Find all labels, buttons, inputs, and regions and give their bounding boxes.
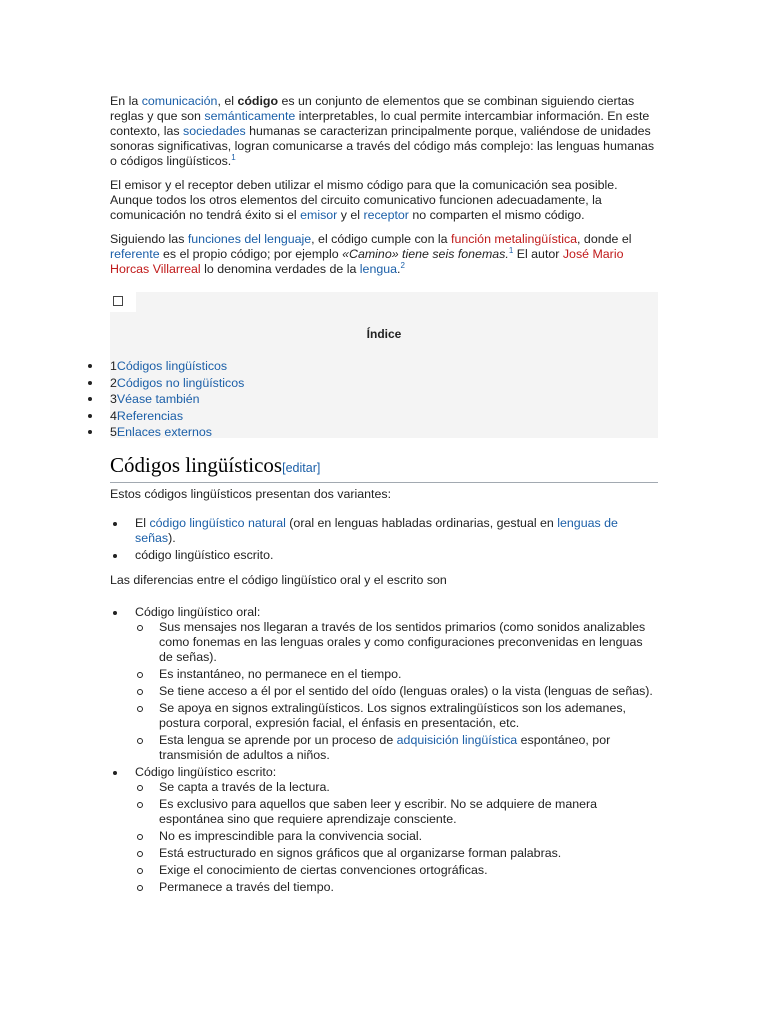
toc-number: 4: [110, 408, 117, 423]
circle-bullet-icon: [137, 802, 143, 808]
text: Se apoya en signos extralingüísticos. Los signos extralingüísticos son los ademanes, postura corporal, expresión facial, el énfasis en presentación, etc.: [159, 701, 626, 730]
list-item: [135, 780, 658, 795]
toc-item-1[interactable]: [0, 358, 658, 375]
text: Exige el conocimiento de ciertas convenciones ortográficas.: [159, 863, 488, 877]
text: ).: [168, 531, 176, 545]
text: Esta lengua se aprende por un proceso de: [159, 733, 397, 747]
text: El: [135, 516, 150, 530]
text: Permanece a través del tiempo.: [159, 880, 334, 894]
text: Es exclusivo para aquellos que saben leer y escribir. No se adquiere de manera espontánea sino que requiere aprendizaje consciente.: [159, 797, 598, 826]
text: es un conjunto de elementos que se combinan siguiendo ciertas reglas y que son: [110, 94, 635, 123]
toc-link[interactable]: Referencias: [116, 408, 184, 423]
written-sublist: [135, 780, 658, 895]
example-text: «Camino» tiene seis fonemas.: [342, 247, 509, 261]
text: Sus mensajes nos llegaran a través de los sentidos primarios (como sonidos analizables como fonemas en las lenguas orales y como configuraciones preconvenidas en lenguas de señas).: [159, 620, 646, 664]
text: , el código cumple con la: [311, 232, 451, 246]
toc-item-3[interactable]: [0, 391, 658, 408]
text: Es instantáneo, no permanece en el tiempo.: [159, 667, 402, 681]
bullet-icon: [88, 397, 92, 401]
bullet-icon: [113, 554, 117, 558]
link-emisor[interactable]: emisor: [300, 208, 338, 222]
list-item-oral: [110, 605, 658, 763]
link-sociedades[interactable]: sociedades: [183, 124, 246, 138]
circle-bullet-icon: [137, 834, 143, 840]
text: En la: [110, 94, 142, 108]
list-item: [135, 846, 658, 861]
text: Se capta a través de la lectura.: [159, 780, 330, 794]
list-item: [110, 516, 658, 546]
text: Se tiene acceso a él por el sentido del oído (lenguas orales) o la vista (lenguas de señas).: [159, 684, 653, 698]
list-item: [135, 733, 658, 763]
bullet-icon: [113, 522, 117, 526]
intro-paragraph-2: [110, 178, 658, 223]
list-item: [135, 701, 658, 731]
circle-bullet-icon: [137, 625, 143, 631]
variants-list: [110, 516, 658, 563]
toc-number: 5: [110, 425, 117, 439]
term-codigo: código: [237, 94, 279, 108]
circle-bullet-icon: [137, 885, 143, 891]
text: y el: [337, 208, 364, 222]
text: , donde el: [577, 232, 632, 246]
text: El autor: [513, 247, 563, 261]
text: lo denomina verdades de la: [200, 262, 360, 276]
link-codigo-natural[interactable]: código lingüístico natural: [149, 516, 286, 530]
list-item: [135, 620, 658, 665]
text: Siguiendo las: [110, 232, 188, 246]
intro-paragraph-1: [110, 94, 658, 169]
section-heading: [110, 452, 658, 483]
list-item: [135, 880, 658, 895]
link-funcion-metalinguistica[interactable]: función metalingüística: [451, 232, 578, 246]
checkbox-icon: [113, 296, 123, 306]
circle-bullet-icon: [137, 672, 143, 678]
toc-link[interactable]: Códigos lingüísticos: [116, 359, 228, 373]
section-body: [110, 487, 658, 897]
link-adquisicion-linguistica[interactable]: adquisición lingüística: [396, 733, 518, 747]
link-receptor[interactable]: receptor: [363, 208, 409, 222]
text: .: [397, 262, 401, 276]
circle-bullet-icon: [137, 785, 143, 791]
differences-list: [110, 605, 658, 895]
toc-title: Índice: [366, 327, 402, 341]
edit-section-link[interactable]: [editar]: [282, 461, 321, 475]
circle-bullet-icon: [137, 851, 143, 857]
link-lenguas-senas[interactable]: lenguas de señas: [135, 516, 618, 545]
intro-content: [110, 94, 658, 286]
circle-bullet-icon: [137, 868, 143, 874]
oral-sublist: [135, 620, 658, 763]
differences-intro: Las diferencias entre el código lingüístico oral y el escrito son: [110, 573, 447, 587]
text: es el propio código; por ejemplo: [159, 247, 343, 261]
intro-paragraph-3: [110, 232, 658, 277]
toc-number: 1: [110, 359, 117, 373]
reference-2[interactable]: 2: [400, 260, 405, 270]
toc-item-5[interactable]: [0, 424, 658, 441]
text: Código lingüístico escrito:: [135, 765, 277, 779]
list-item-written: [110, 765, 658, 895]
toc-link[interactable]: Códigos no lingüísticos: [116, 375, 245, 390]
link-funciones-lenguaje[interactable]: funciones del lenguaje: [187, 232, 312, 246]
list-item: [135, 797, 658, 827]
list-item: [135, 667, 658, 682]
reference-1[interactable]: 1: [231, 152, 236, 162]
text: Código lingüístico oral:: [135, 605, 261, 619]
toc-toggle-checkbox[interactable]: [110, 292, 136, 312]
toc-list: [0, 358, 658, 441]
toc-link[interactable]: Enlaces externos: [116, 425, 212, 439]
link-comunicacion[interactable]: comunicación: [141, 94, 218, 108]
toc-item-2[interactable]: [0, 375, 658, 392]
toc-item-4[interactable]: [0, 408, 658, 425]
link-referente[interactable]: referente: [110, 247, 160, 261]
text: Está estructurado en signos gráficos que al organizarse forman palabras.: [159, 846, 562, 860]
reference-1[interactable]: 1: [508, 245, 514, 255]
text: código lingüístico escrito.: [135, 548, 274, 562]
bullet-icon: [113, 771, 117, 775]
circle-bullet-icon: [137, 689, 143, 695]
bullet-icon: [113, 611, 117, 615]
circle-bullet-icon: [137, 706, 143, 712]
section-intro: Estos códigos lingüísticos presentan dos variantes:: [110, 487, 392, 501]
toc-number: 3: [110, 392, 117, 406]
list-item: [135, 829, 658, 844]
text: no comparten el mismo código.: [408, 208, 585, 222]
bullet-icon: [88, 364, 92, 368]
link-semanticamente[interactable]: semánticamente: [204, 109, 296, 123]
toc-number: 2: [110, 375, 117, 390]
bullet-icon: [88, 381, 92, 385]
circle-bullet-icon: [137, 738, 143, 744]
list-item: [135, 863, 658, 878]
text: No es imprescindible para la convivencia social.: [159, 829, 423, 843]
bullet-icon: [88, 414, 92, 418]
list-item: [110, 548, 658, 563]
link-lengua[interactable]: lengua: [359, 262, 398, 276]
section-title: Códigos lingüísticos: [110, 453, 283, 477]
text: espontáneo, por transmisión de adultos a niños.: [159, 733, 611, 762]
text: , el: [217, 94, 238, 108]
toc-link[interactable]: Véase también: [116, 392, 200, 406]
text: interpretables, lo cual permite intercambiar información. En este contexto, las: [110, 109, 650, 138]
text: El emisor y el receptor deben utilizar el mismo código para que la comunicación sea posible. Aunque todos los otros elementos del circuito comunicativo funcionen adecuadamente, la comunicación no tendrá éxito si el: [110, 178, 618, 222]
text: humanas se caracterizan principalmente porque, valiéndose de unidades sonoras significativas, logran comunicarse a través del código más complejo: las lenguas humanas o códigos lingüísticos.: [110, 124, 655, 168]
bullet-icon: [88, 430, 92, 434]
text: (oral en lenguas habladas ordinarias, gestual en: [285, 516, 558, 530]
list-item: [135, 684, 658, 699]
link-autor[interactable]: José Mario Horcas Villarreal: [110, 247, 624, 276]
